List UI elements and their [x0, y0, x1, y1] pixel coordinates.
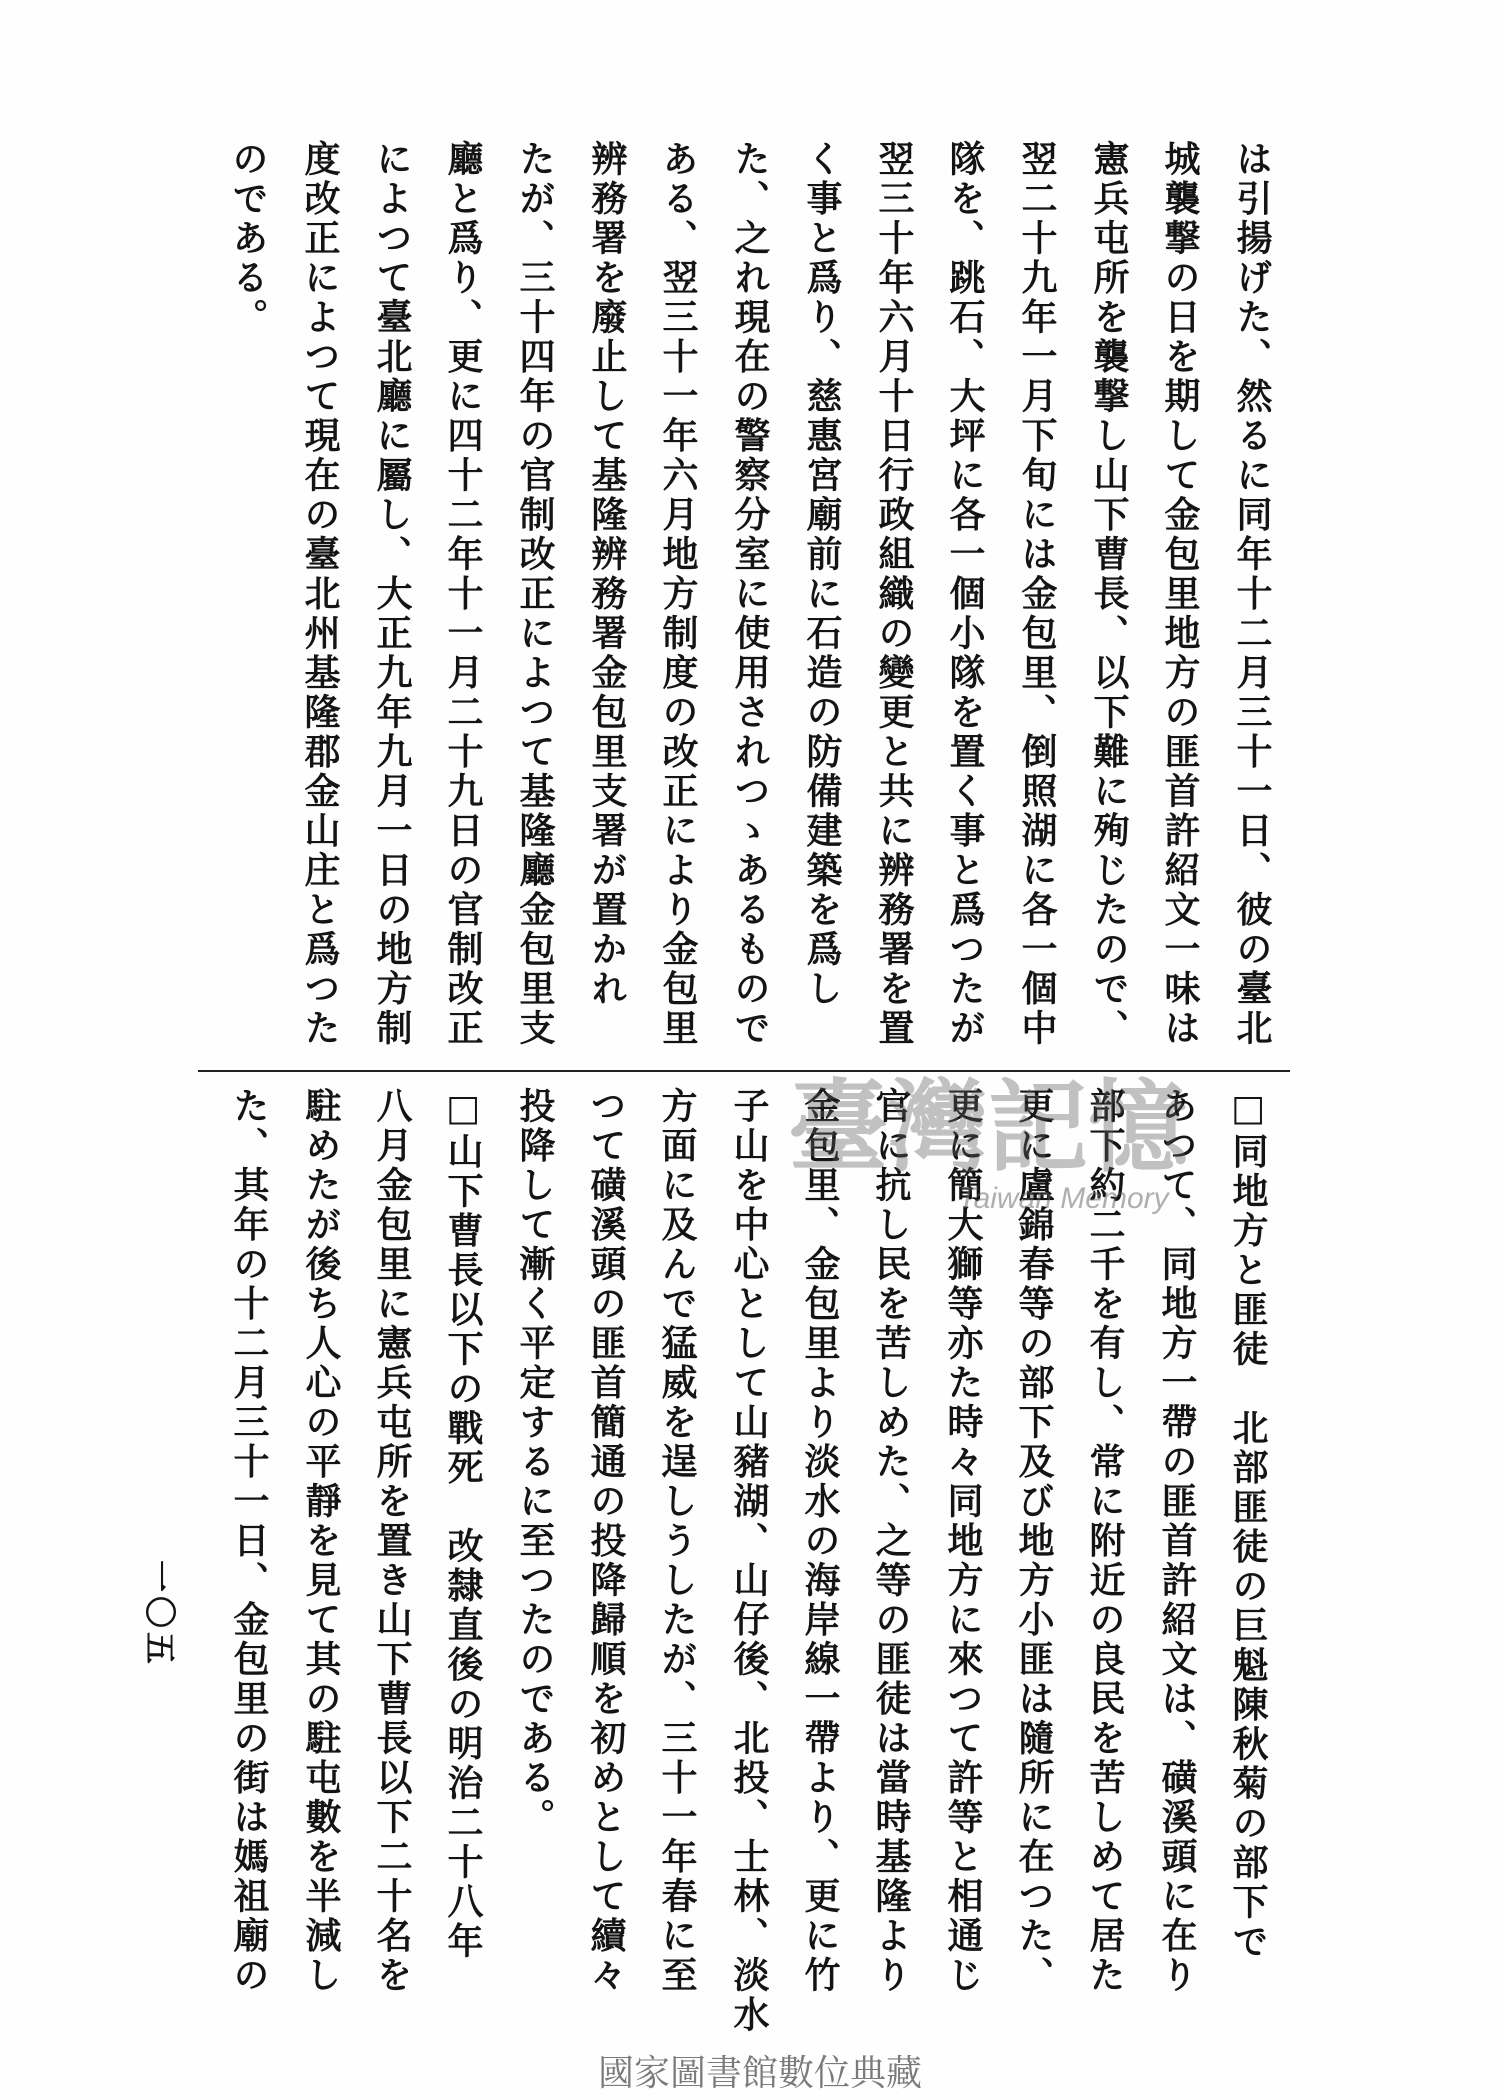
text-column: 翌二十九年一月下旬には金包里、倒照湖に各一個中 [1016, 140, 1058, 1049]
text-column-body: 改隸直後の明治二十八年 [442, 1527, 484, 1962]
text-column: 隊を、跳石、大坪に各一個小隊を置く事と爲つたが [944, 140, 986, 1049]
text-column: は引揚げた、然るに同年十二月三十一日、彼の臺北 [1231, 140, 1273, 1049]
text-column: く事と爲り、慈惠宮廟前に石造の防備建築を爲し [801, 140, 843, 1009]
text-column: 子山を中心として山豬湖、山仔後、北投、士林、淡水 [728, 1087, 770, 2035]
text-column: 辨務署を廢止して基隆辨務署金包里支署が置かれ [586, 140, 628, 1009]
text-column: 駐めたが後ち人心の平靜を見て其の駐屯數を半減し [300, 1087, 342, 1996]
text-column: 城襲撃の日を期して金包里地方の匪首許紹文一味は [1159, 140, 1201, 1049]
text-column: た、其年の十二月三十一日、金包里の街は媽祖廟の [228, 1087, 270, 1996]
text-column: のである。 [227, 140, 269, 338]
text-column: 八月金包里に憲兵屯所を置き山下曹長以下二十名を [371, 1087, 413, 1996]
text-column: 度改正によつて現在の臺北州基隆郡金山庄と爲つた [299, 140, 341, 1049]
text-column: によつて臺北廳に屬し、大正九年九月一日の地方制 [371, 140, 413, 1049]
text-column: 翌三十年六月十日行政組織の變更と共に辨務署を置 [873, 140, 915, 1049]
text-column: たが、三十四年の官制改正によつて基隆廳金包里支 [514, 140, 556, 1049]
text-column: ある、翌三十一年六月地方制度の改正により金包里 [657, 140, 699, 1049]
section-heading: □同地方と匪徒 [1227, 1087, 1269, 1370]
text-column: 更に簡大獅等亦た時々同地方に來つて許等と相通じ [942, 1087, 984, 1996]
watermark-logo-subtitle: Taiwan Memory [958, 1182, 1169, 1215]
text-column: 廳と爲り、更に四十二年十一月二十九日の官制改正 [442, 140, 484, 1049]
section-heading: □山下曹長以下の戰死 [442, 1087, 484, 1488]
text-column: 金包里、金包里より淡水の海岸線一帶より、更に竹 [799, 1087, 841, 1996]
text-column: あつて、同地方一帶の匪首許紹文は、磺溪頭に在り [1156, 1087, 1198, 1996]
text-column: 更に盧錦春等の部下及び地方小匪は隨所に在つた、 [1013, 1087, 1055, 1996]
archive-footer-credit: 國家圖書館數位典藏 [597, 2053, 922, 2094]
text-column: 投降して漸く平定するに至つたのである。 [514, 1087, 556, 1838]
text-column: 官に抗し民を苦しめた、之等の匪徒は當時基隆より [870, 1087, 912, 1996]
section-heading-column [1228, 1087, 1268, 1962]
text-column: た、之れ現在の警察分室に使用されつゝあるもので [729, 140, 771, 1049]
text-column-body: 北部匪徒の巨魁陳秋菊の部下で [1227, 1408, 1269, 1962]
text-column: つて磺溪頭の匪首簡通の投降歸順を初めとして續々 [585, 1087, 627, 1996]
text-column: 方面に及んで猛威を逞しうしたが、三十一年春に至 [656, 1087, 698, 1996]
text-column: 部下約二千を有し、常に附近の良民を苦しめて居た [1084, 1087, 1126, 1996]
text-column: 憲兵屯所を襲撃し山下曹長、以下難に殉じたので、 [1088, 140, 1130, 1049]
section-heading-column [443, 1087, 483, 1962]
watermark-logo-title: 臺灣記憶 [788, 1068, 1188, 1186]
page-number: 一〇五 [141, 1560, 179, 1669]
